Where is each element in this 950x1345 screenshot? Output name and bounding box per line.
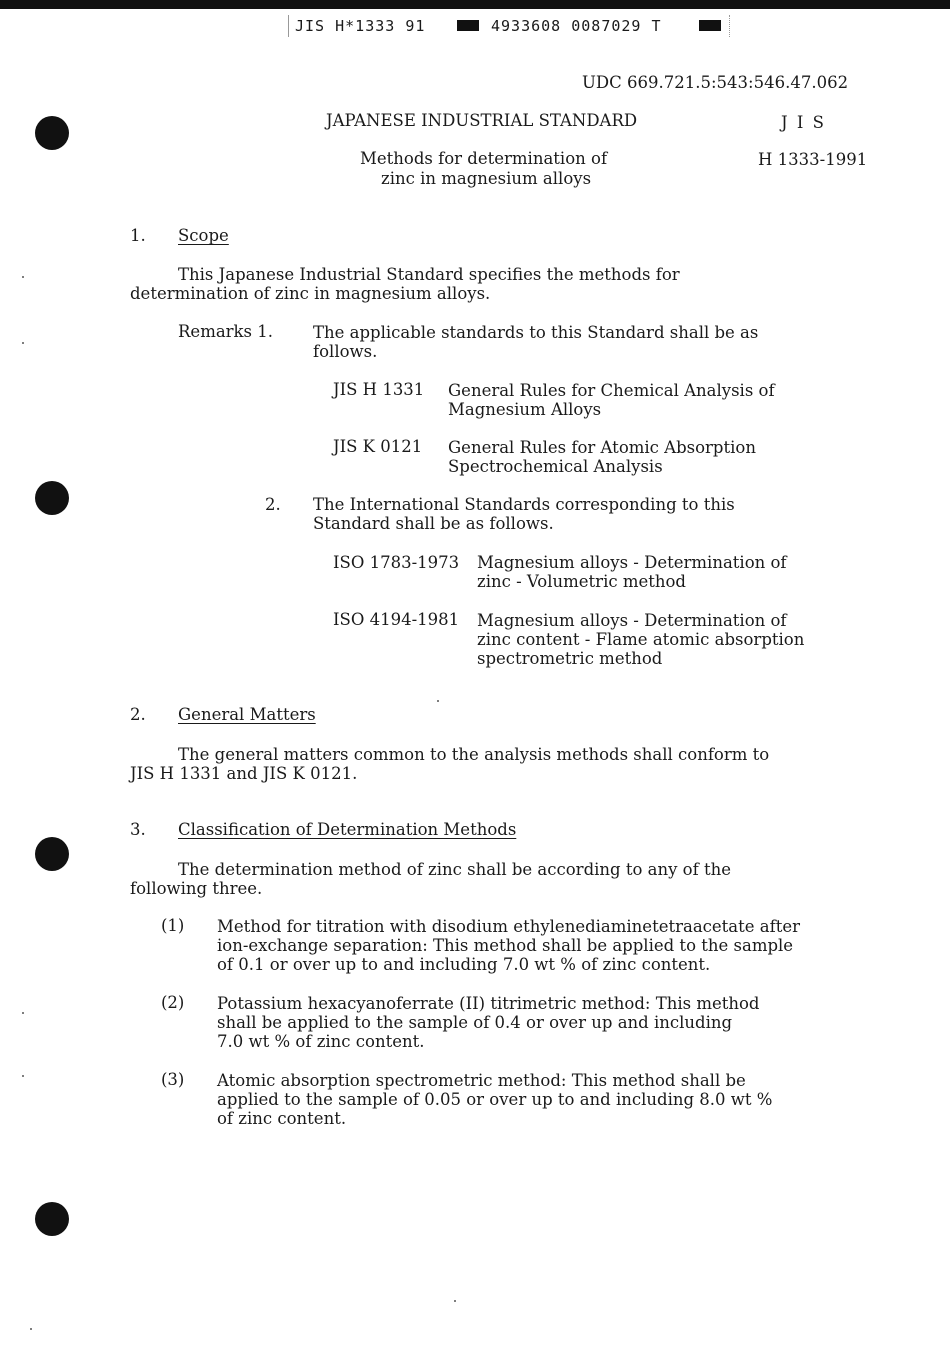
reference-code: JIS H 1331 <box>333 380 425 399</box>
document-title-line1: Methods for determination of <box>360 149 608 168</box>
iso-title-line3: spectrometric method <box>477 649 663 668</box>
scan-speck <box>22 1075 24 1077</box>
remarks-label: Remarks 1. <box>178 322 274 341</box>
iso-title-line2: zinc content - Flame atomic absorption <box>477 630 805 649</box>
binder-hole <box>35 837 69 871</box>
header-block-mark <box>457 20 479 31</box>
iso-code: ISO 1783-1973 <box>333 553 460 572</box>
udc-code: UDC 669.721.5:543:546.47.062 <box>582 73 849 92</box>
document-header-code <box>288 15 730 37</box>
iso-title-line1: Magnesium alloys - Determination of <box>477 553 787 572</box>
section2-title: General Matters <box>178 705 316 724</box>
iso-title-line1: Magnesium alloys - Determination of <box>477 611 787 630</box>
reference-code: JIS K 0121 <box>333 437 423 456</box>
section3-number: 3. <box>130 820 146 839</box>
section1-para-line1: This Japanese Industrial Standard specifies the methods for <box>178 265 680 284</box>
scan-speck <box>22 1012 24 1014</box>
method-item-line2: shall be applied to the sample of 0.4 or over up and including <box>217 1013 733 1032</box>
section1-title: Scope <box>178 226 229 245</box>
remark1-line2: follows. <box>313 342 378 361</box>
section3-para-line1: The determination method of zinc shall be according to any of the <box>178 860 731 879</box>
standard-number: H 1333-1991 <box>758 150 868 169</box>
method-item-line1: Method for titration with disodium ethylenediaminetetraacetate after <box>217 917 801 936</box>
scan-speck <box>30 1328 32 1330</box>
remark2-line1: The International Standards corresponding to this <box>313 495 735 514</box>
section3-para-line2: following three. <box>130 879 263 898</box>
document-title-line2: zinc in magnesium alloys <box>381 169 592 188</box>
method-item-number: (2) <box>161 993 185 1012</box>
header-block-mark <box>699 20 721 31</box>
reference-title-line1: General Rules for Atomic Absorption <box>448 438 756 457</box>
remark2-line2: Standard shall be as follows. <box>313 514 554 533</box>
organization-title: JAPANESE INDUSTRIAL STANDARD <box>326 111 638 130</box>
remark2-number: 2. <box>265 495 281 514</box>
section3-title: Classification of Determination Methods <box>178 820 517 839</box>
scan-speck <box>22 342 24 344</box>
remark1-line1: The applicable standards to this Standard shall be as <box>313 323 759 342</box>
reference-title-line2: Magnesium Alloys <box>448 400 602 419</box>
iso-title-line2: zinc - Volumetric method <box>477 572 686 591</box>
section2-para-line2: JIS H 1331 and JIS K 0121. <box>130 764 358 783</box>
header-code-part2: 4933608 0087029 T <box>491 17 662 35</box>
binder-hole <box>35 1202 69 1236</box>
method-item-number: (1) <box>161 916 185 935</box>
binder-hole <box>35 116 69 150</box>
scan-speck <box>437 700 439 702</box>
header-code-part1: JIS H*1333 91 <box>295 17 426 35</box>
section2-number: 2. <box>130 705 146 724</box>
jis-label: J I S <box>781 113 826 132</box>
method-item-line2: applied to the sample of 0.05 or over up to and including 8.0 wt % <box>217 1090 773 1109</box>
reference-title-line2: Spectrochemical Analysis <box>448 457 663 476</box>
method-item-line1: Potassium hexacyanoferrate (II) titrimetric method: This method <box>217 994 760 1013</box>
reference-title-line1: General Rules for Chemical Analysis of <box>448 381 775 400</box>
scan-speck <box>454 1300 456 1302</box>
scan-speck <box>22 276 24 278</box>
section1-para-line2: determination of zinc in magnesium alloys. <box>130 284 491 303</box>
method-item-number: (3) <box>161 1070 185 1089</box>
method-item-line3: of zinc content. <box>217 1109 347 1128</box>
section2-para-line1: The general matters common to the analysis methods shall conform to <box>178 745 770 764</box>
method-item-line3: 7.0 wt % of zinc content. <box>217 1032 425 1051</box>
method-item-line1: Atomic absorption spectrometric method: This method shall be <box>217 1071 746 1090</box>
method-item-line3: of 0.1 or over up to and including 7.0 wt % of zinc content. <box>217 955 711 974</box>
scan-top-line <box>0 6 950 9</box>
binder-hole <box>35 481 69 515</box>
section1-number: 1. <box>130 226 146 245</box>
iso-code: ISO 4194-1981 <box>333 610 460 629</box>
method-item-line2: ion-exchange separation: This method shall be applied to the sample <box>217 936 794 955</box>
